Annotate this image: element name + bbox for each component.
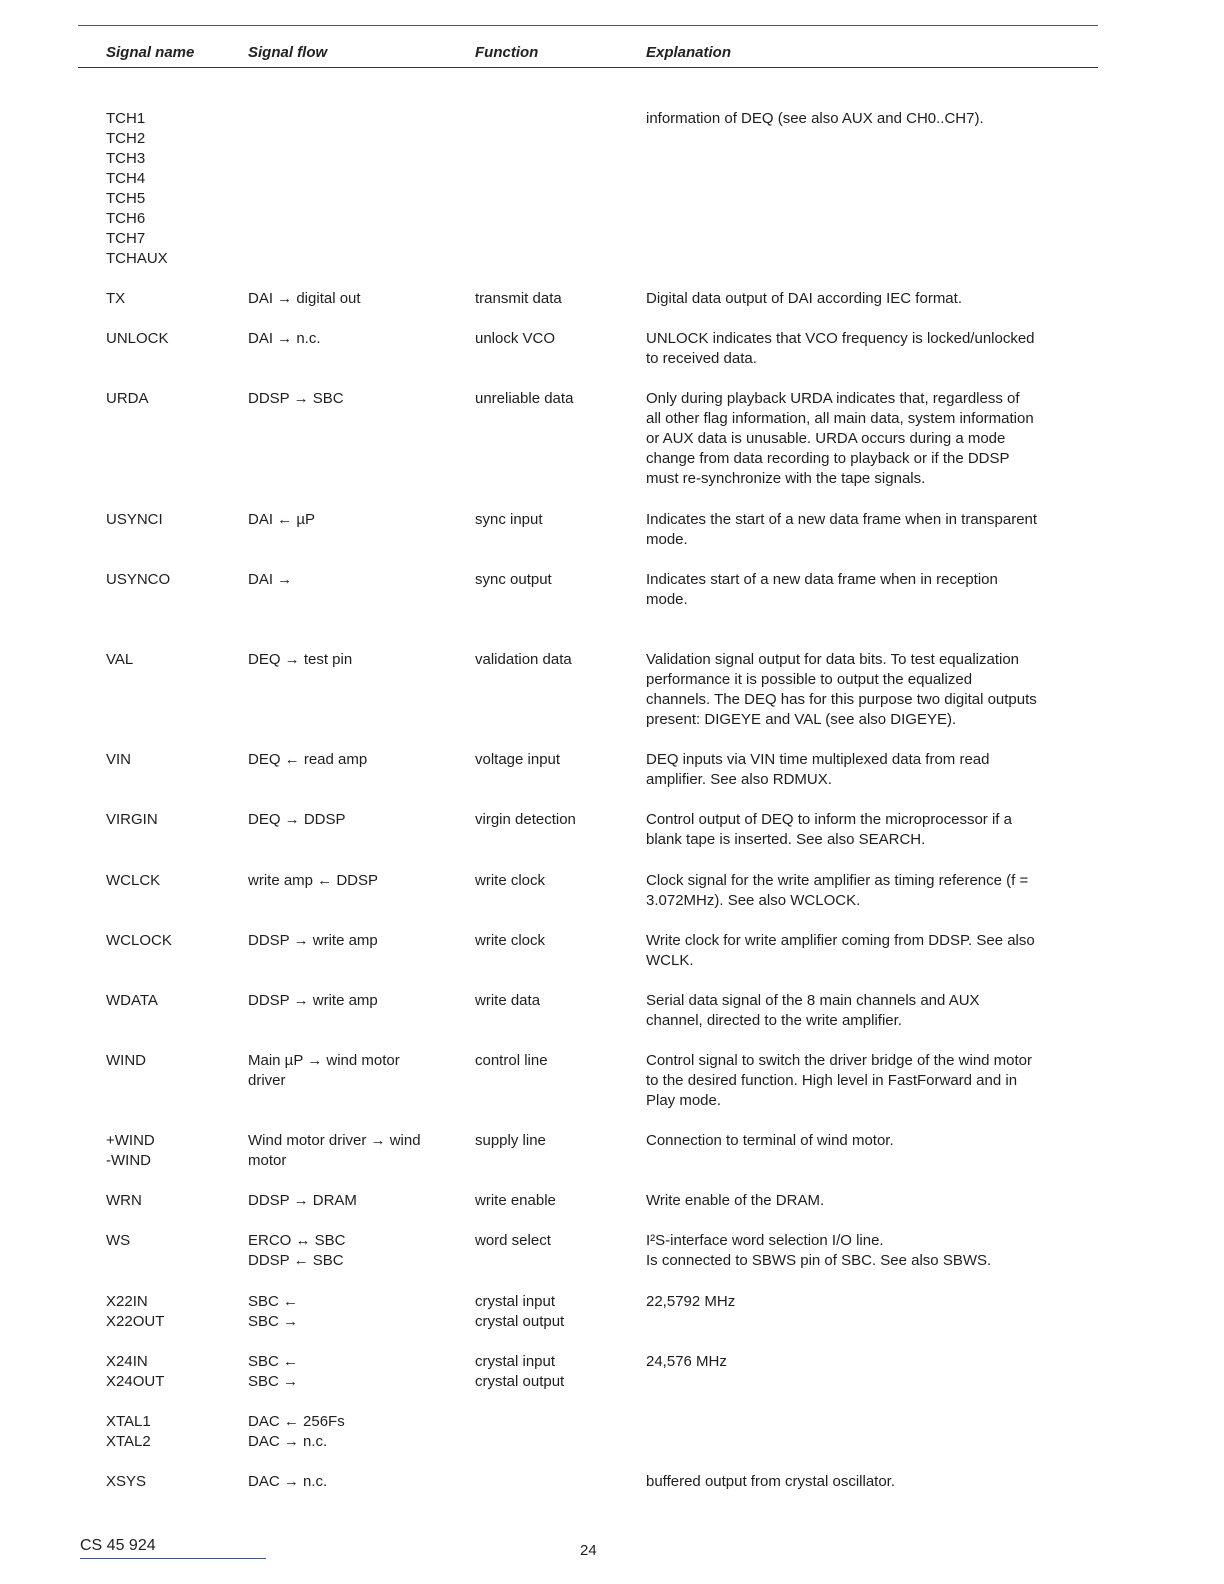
signal-flow-cell-line: DEQ → DDSP (248, 811, 346, 828)
signal-flow-cell (248, 289, 448, 309)
function-cell (475, 750, 635, 770)
signal-flow-cell (248, 991, 448, 1011)
signal-flow-cell-line: SBC → (248, 1373, 299, 1390)
signal-name-cell-line: TCH4 (106, 170, 146, 187)
explanation-cell-line: Indicates the start of a new data frame when in transparent (646, 511, 1038, 528)
signal-flow-cell (248, 570, 448, 590)
signal-flow-cell-line: SBC ← (248, 1293, 299, 1310)
signal-name-cell-line: X22OUT (106, 1313, 165, 1330)
signal-name-cell (106, 1131, 236, 1171)
explanation-cell (646, 991, 1086, 1031)
signal-name-cell-line: TCH7 (106, 230, 146, 247)
signal-flow-cell-line: driver (248, 1072, 286, 1089)
function-cell (475, 1131, 635, 1151)
function-cell-line: word select (475, 1232, 551, 1249)
explanation-cell-line: change from data recording to playback or if the DDSP (646, 450, 1010, 467)
signal-name-cell-line: XTAL1 (106, 1413, 151, 1430)
function-cell (475, 1051, 635, 1071)
signal-name-cell (106, 991, 236, 1011)
function-cell-line: unlock VCO (475, 330, 556, 347)
signal-name-cell-line: USYNCO (106, 571, 171, 588)
explanation-cell-line: 22,5792 MHz (646, 1293, 736, 1310)
explanation-cell (646, 1292, 1086, 1312)
signal-name-cell (106, 510, 236, 530)
function-cell (475, 389, 635, 409)
signal-name-cell-line: TX (106, 290, 126, 307)
function-cell-line: crystal output (475, 1373, 565, 1390)
function-cell (475, 570, 635, 590)
explanation-cell (646, 750, 1086, 790)
signal-flow-cell (248, 750, 448, 770)
signal-name-cell-line: +WIND (106, 1132, 155, 1149)
header-signal-flow: Signal flow (248, 44, 328, 61)
signal-flow-cell-line: SBC → (248, 1313, 299, 1330)
header-rule (78, 67, 1098, 68)
signal-flow-cell-line: DDSP ← SBC (248, 1252, 344, 1269)
signal-flow-cell-line: motor (248, 1152, 287, 1169)
document-code: CS 45 924 (80, 1537, 156, 1554)
explanation-cell (646, 650, 1086, 730)
explanation-cell (646, 510, 1086, 550)
signal-name-cell-line: UNLOCK (106, 330, 169, 347)
signal-name-cell (106, 650, 236, 670)
signal-name-cell-line: WIND (106, 1052, 146, 1069)
signal-flow-cell-line: DAI → digital out (248, 290, 361, 307)
explanation-cell-line: all other flag information, all main data, system information (646, 410, 1034, 427)
signal-name-cell (106, 750, 236, 770)
function-cell (475, 289, 635, 309)
signal-name-cell-line: WS (106, 1232, 131, 1249)
function-cell-line: validation data (475, 651, 572, 668)
signal-flow-cell-line: DAI ← µP (248, 511, 315, 528)
explanation-cell-line: mode. (646, 591, 688, 608)
signal-flow-cell-line: DAI → n.c. (248, 330, 321, 347)
explanation-cell-line: channel, directed to the write amplifier. (646, 1012, 902, 1029)
explanation-cell-line: buffered output from crystal oscillator. (646, 1473, 896, 1490)
function-cell-line: crystal input (475, 1353, 556, 1370)
explanation-cell (646, 810, 1086, 850)
function-cell (475, 991, 635, 1011)
signal-flow-cell-line: DAC → n.c. (248, 1433, 328, 1450)
explanation-cell-line: WCLK. (646, 952, 694, 969)
signal-name-cell-line: WRN (106, 1192, 142, 1209)
function-cell (475, 1231, 635, 1251)
explanation-cell (646, 289, 1086, 309)
function-cell (475, 510, 635, 530)
explanation-cell (646, 109, 1086, 129)
signal-name-cell (106, 389, 236, 409)
explanation-cell (646, 1352, 1086, 1372)
signal-name-cell-line: TCH6 (106, 210, 146, 227)
explanation-cell-line: Write clock for write amplifier coming from DDSP. See also (646, 932, 1035, 949)
signal-name-cell (106, 329, 236, 349)
signal-name-cell (106, 109, 236, 269)
function-cell (475, 871, 635, 891)
function-cell-line: write data (475, 992, 541, 1009)
explanation-cell-line: or AUX data is unusable. URDA occurs during a mode (646, 430, 1006, 447)
signal-name-cell (106, 871, 236, 891)
signal-flow-cell-line: DDSP → write amp (248, 992, 378, 1009)
function-cell (475, 1292, 635, 1332)
explanation-cell-line: Clock signal for the write amplifier as timing reference (f = (646, 872, 1029, 889)
explanation-cell-line: Is connected to SBWS pin of SBC. See also SBWS. (646, 1252, 992, 1269)
function-cell-line: supply line (475, 1132, 546, 1149)
explanation-cell (646, 329, 1086, 369)
function-cell (475, 810, 635, 830)
signal-flow-cell (248, 1472, 448, 1492)
signal-name-cell (106, 1051, 236, 1071)
explanation-cell-line: to the desired function. High level in FastForward and in (646, 1072, 1018, 1089)
signal-name-cell-line: WCLCK (106, 872, 161, 889)
signal-flow-cell (248, 1292, 448, 1332)
explanation-cell-line: blank tape is inserted. See also SEARCH. (646, 831, 926, 848)
explanation-cell-line: Validation signal output for data bits. To test equalization (646, 651, 1020, 668)
function-cell-line: write clock (475, 932, 546, 949)
signal-flow-cell (248, 389, 448, 409)
signal-name-cell-line: X24IN (106, 1353, 148, 1370)
signal-flow-cell (248, 1051, 448, 1091)
signal-flow-cell (248, 1352, 448, 1392)
signal-name-cell-line: TCH1 (106, 110, 146, 127)
explanation-cell-line: Play mode. (646, 1092, 722, 1109)
signal-flow-cell-line: Main µP → wind motor (248, 1052, 400, 1069)
signal-name-cell-line: URDA (106, 390, 149, 407)
signal-name-cell-line: -WIND (106, 1152, 151, 1169)
explanation-cell-line: performance it is possible to output the equalized (646, 671, 973, 688)
explanation-cell-line: DEQ inputs via VIN time multiplexed data from read (646, 751, 990, 768)
function-cell (475, 329, 635, 349)
signal-name-cell (106, 1292, 236, 1332)
function-cell-line: unreliable data (475, 390, 574, 407)
signal-flow-cell (248, 510, 448, 530)
explanation-cell-line: 3.072MHz). See also WCLOCK. (646, 892, 861, 909)
signal-name-cell-line: USYNCI (106, 511, 163, 528)
signal-name-cell-line: TCH3 (106, 150, 146, 167)
explanation-cell (646, 871, 1086, 911)
explanation-cell (646, 931, 1086, 971)
signal-name-cell-line: X24OUT (106, 1373, 165, 1390)
explanation-cell-line: mode. (646, 531, 688, 548)
explanation-cell-line: channels. The DEQ has for this purpose two digital outputs (646, 691, 1037, 708)
signal-name-cell (106, 810, 236, 830)
explanation-cell-line: Serial data signal of the 8 main channels and AUX (646, 992, 980, 1009)
explanation-cell-line: to received data. (646, 350, 757, 367)
header-explanation: Explanation (646, 44, 732, 61)
signal-name-cell-line: TCHAUX (106, 250, 168, 267)
signal-name-cell-line: XTAL2 (106, 1433, 151, 1450)
signal-flow-cell-line: DDSP → SBC (248, 390, 344, 407)
explanation-cell-line: Connection to terminal of wind motor. (646, 1132, 894, 1149)
signal-flow-cell (248, 810, 448, 830)
signal-name-cell-line: TCH5 (106, 190, 146, 207)
signal-flow-cell (248, 650, 448, 670)
explanation-cell-line: Control output of DEQ to inform the microprocessor if a (646, 811, 1012, 828)
explanation-cell-line: Write enable of the DRAM. (646, 1192, 825, 1209)
explanation-cell-line: Only during playback URDA indicates that, regardless of (646, 390, 1020, 407)
explanation-cell-line: I²S-interface word selection I/O line. (646, 1232, 884, 1249)
signal-flow-cell-line: SBC ← (248, 1353, 299, 1370)
signal-flow-cell (248, 931, 448, 951)
function-cell (475, 1191, 635, 1211)
function-cell-line: sync output (475, 571, 552, 588)
signal-flow-cell-line: DDSP → write amp (248, 932, 378, 949)
signal-name-cell-line: WCLOCK (106, 932, 172, 949)
signal-flow-cell-line: DDSP → DRAM (248, 1192, 357, 1209)
explanation-cell-line: UNLOCK indicates that VCO frequency is locked/unlocked (646, 330, 1035, 347)
explanation-cell-line: present: DIGEYE and VAL (see also DIGEYE). (646, 711, 957, 728)
top-rule (78, 25, 1098, 26)
signal-name-cell-line: TCH2 (106, 130, 146, 147)
function-cell-line: crystal output (475, 1313, 565, 1330)
signal-flow-cell (248, 1131, 448, 1171)
signal-flow-cell-line: ERCO ↔ SBC (248, 1232, 346, 1249)
function-cell-line: write enable (475, 1192, 556, 1209)
signal-flow-cell (248, 1231, 448, 1271)
signal-name-cell-line: VAL (106, 651, 134, 668)
function-cell (475, 650, 635, 670)
function-cell-line: sync input (475, 511, 543, 528)
function-cell (475, 931, 635, 951)
explanation-cell-line: information of DEQ (see also AUX and CH0..CH7). (646, 110, 984, 127)
signal-name-cell (106, 1191, 236, 1211)
explanation-cell (646, 389, 1086, 489)
function-cell-line: voltage input (475, 751, 561, 768)
signal-flow-cell (248, 329, 448, 349)
function-cell-line: crystal input (475, 1293, 556, 1310)
explanation-cell (646, 1131, 1086, 1151)
explanation-cell-line: Control signal to switch the driver bridge of the wind motor (646, 1052, 1033, 1069)
signal-flow-cell-line: DAI → (248, 571, 293, 588)
signal-flow-cell (248, 871, 448, 891)
signal-flow-cell-line: DAC → n.c. (248, 1473, 328, 1490)
explanation-cell-line: 24,576 MHz (646, 1353, 727, 1370)
signal-name-cell (106, 289, 236, 309)
function-cell (475, 1352, 635, 1392)
signal-name-cell (106, 570, 236, 590)
signal-name-cell-line: WDATA (106, 992, 158, 1009)
signal-flow-cell (248, 1412, 448, 1452)
signal-flow-cell-line: DEQ → test pin (248, 651, 353, 668)
explanation-cell-line: Digital data output of DAI according IEC format. (646, 290, 962, 307)
signal-name-cell-line: X22IN (106, 1293, 148, 1310)
function-cell-line: control line (475, 1052, 548, 1069)
explanation-cell-line: Indicates start of a new data frame when in reception (646, 571, 998, 588)
header-function: Function (475, 44, 539, 61)
page-number: 24 (580, 1542, 597, 1559)
function-cell-line: write clock (475, 872, 546, 889)
explanation-cell (646, 1472, 1086, 1492)
signal-flow-cell-line: DAC ← 256Fs (248, 1413, 345, 1430)
signal-flow-cell-line: DEQ ← read amp (248, 751, 368, 768)
signal-name-cell (106, 1412, 236, 1452)
header-signal-name: Signal name (106, 44, 195, 61)
signal-name-cell-line: VIRGIN (106, 811, 158, 828)
explanation-cell (646, 1191, 1086, 1211)
explanation-cell (646, 570, 1086, 610)
signal-name-cell (106, 1352, 236, 1392)
signal-flow-cell-line: write amp ← DDSP (248, 872, 379, 889)
signal-flow-cell-line: Wind motor driver → wind (248, 1132, 421, 1149)
signal-name-cell (106, 1472, 236, 1492)
explanation-cell-line: amplifier. See also RDMUX. (646, 771, 832, 788)
signal-name-cell-line: XSYS (106, 1473, 147, 1490)
function-cell-line: transmit data (475, 290, 562, 307)
function-cell-line: virgin detection (475, 811, 576, 828)
signal-name-cell (106, 1231, 236, 1251)
signal-name-cell-line: VIN (106, 751, 132, 768)
signal-name-cell (106, 931, 236, 951)
signal-flow-cell (248, 1191, 448, 1211)
footer-underline (80, 1558, 266, 1559)
explanation-cell-line: must re-synchronize with the tape signals. (646, 470, 926, 487)
explanation-cell (646, 1051, 1086, 1111)
explanation-cell (646, 1231, 1086, 1271)
